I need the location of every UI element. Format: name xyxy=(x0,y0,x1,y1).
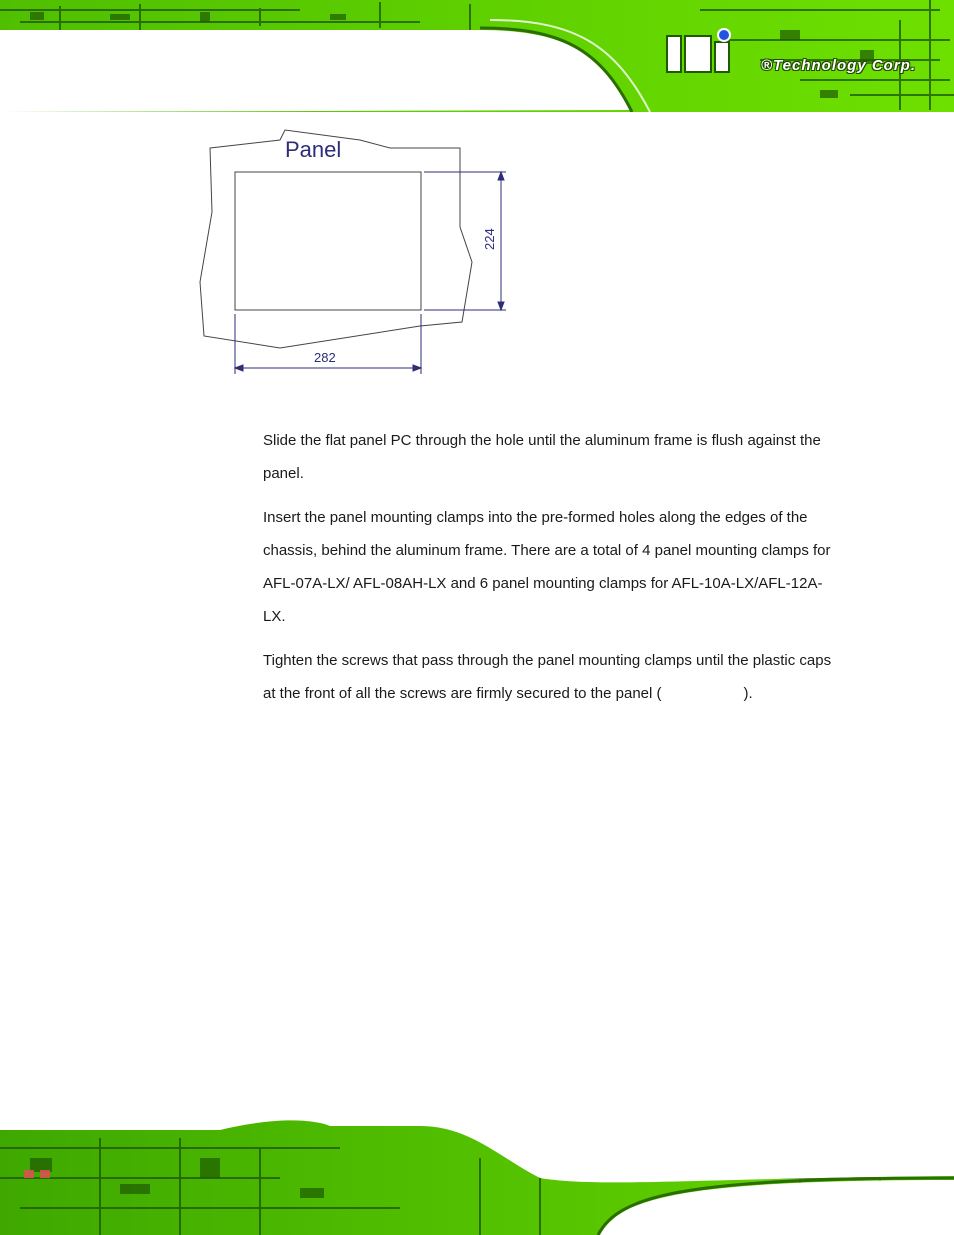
footer-band xyxy=(0,1118,954,1235)
circuit-board-header-art xyxy=(0,0,954,112)
height-dimension-label: 224 xyxy=(482,228,497,250)
instruction-steps xyxy=(263,424,833,721)
step-tighten-text: Tighten the screws that pass through the panel mounting clamps until the plastic caps at the front of all the screws are firmly secured to the panel ( xyxy=(263,652,832,702)
step-slide-panel: Slide the flat panel PC through the hole until the aluminum frame is flush against the panel. xyxy=(263,432,821,482)
step-tighten-text-end: ). xyxy=(743,685,753,702)
iei-logo-icon xyxy=(667,29,730,72)
step-tighten-screws xyxy=(263,644,833,710)
figure-title: Panel xyxy=(285,137,342,162)
width-dimension-label: 282 xyxy=(314,350,336,365)
circuit-board-footer-art xyxy=(0,1118,954,1235)
step-insert-clamps: Insert the panel mounting clamps into the pre-formed holes along the edges of the chassis, behind the aluminum frame. There are a total of 4 panel mounting clamps for AFL-07A-LX/ AFL-08AH-LX and 6 panel mounting clamps for AFL-10A-LX/AFL-12A-LX. xyxy=(263,509,831,625)
panel-outline-drawing xyxy=(190,122,520,384)
brand-text: ®Technology Corp. xyxy=(761,57,916,74)
panel-cutout-diagram xyxy=(190,122,520,384)
header-band xyxy=(0,0,954,112)
